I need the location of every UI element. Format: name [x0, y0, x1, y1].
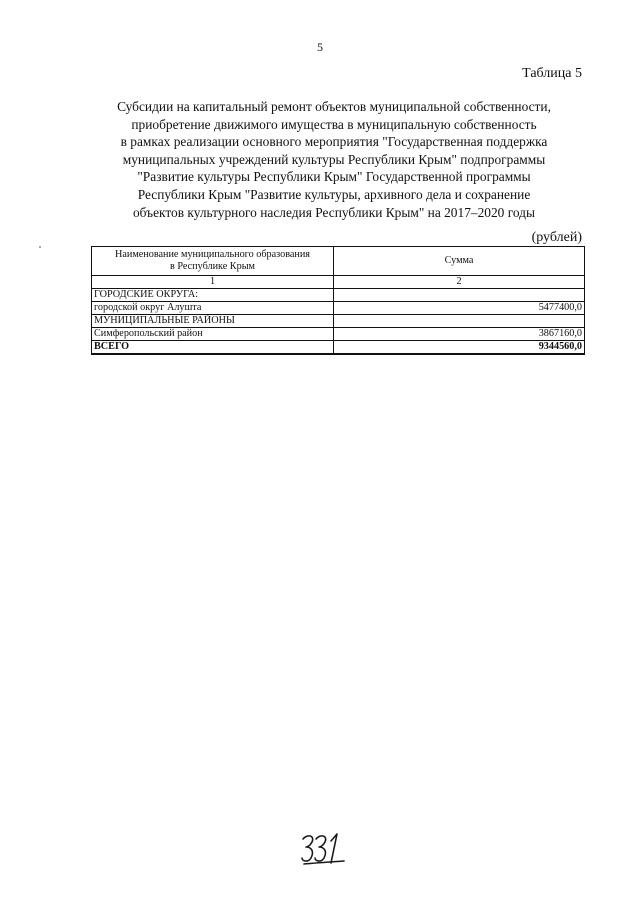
table-index-row — [92, 276, 585, 289]
total-label: ВСЕГО — [92, 341, 334, 355]
subsidies-table — [91, 246, 585, 355]
table-row — [92, 289, 585, 302]
row-amount — [334, 289, 585, 302]
table-total-row — [92, 341, 585, 355]
table-header-row — [92, 247, 585, 276]
row-amount — [334, 315, 585, 328]
table-row — [92, 302, 585, 315]
title-line: Республики Крым "Развитие культуры, архивного дела и сохранение — [137, 186, 531, 202]
header-name-line2: в Республике Крым — [169, 261, 255, 272]
row-name: городской округ Алушта — [92, 302, 334, 315]
total-amount: 9344560,0 — [334, 341, 585, 355]
title-line: объектов культурного наследия Республики Крым" на 2017–2020 годы — [132, 204, 535, 220]
row-amount: 5477400,0 — [334, 302, 585, 315]
table-row — [92, 328, 585, 341]
title-line: "Развитие культуры Республики Крым" Государственной программы — [137, 169, 531, 185]
row-name: МУНИЦИПАЛЬНЫЕ РАЙОНЫ — [92, 315, 334, 328]
index-cell: 2 — [334, 276, 585, 289]
row-name: ГОРОДСКИЕ ОКРУГА: — [92, 289, 334, 302]
title-line: приобретение движимого имущества в муниципальную собственность — [131, 116, 537, 132]
units-label: (рублей) — [531, 230, 582, 245]
handwritten-page-number — [300, 830, 348, 866]
page-number: 5 — [317, 40, 323, 54]
table-row — [92, 315, 585, 328]
document-title — [80, 98, 588, 221]
header-name-cell — [92, 247, 334, 276]
title-line: в рамках реализации основного мероприятия "Государственная поддержка — [120, 134, 548, 150]
margin-dot — [39, 246, 41, 248]
table-label: Таблица 5 — [522, 66, 582, 81]
row-name: Симферопольский район — [92, 328, 334, 341]
header-name-line1: Наименование муниципального образования — [114, 249, 310, 260]
index-cell: 1 — [92, 276, 334, 289]
title-line: муниципальных учреждений культуры Республики Крым" подпрограммы — [122, 151, 546, 167]
row-amount: 3867160,0 — [334, 328, 585, 341]
title-line: Субсидии на капитальный ремонт объектов муниципальной собственности, — [117, 99, 551, 114]
header-sum-cell: Сумма — [334, 247, 585, 276]
